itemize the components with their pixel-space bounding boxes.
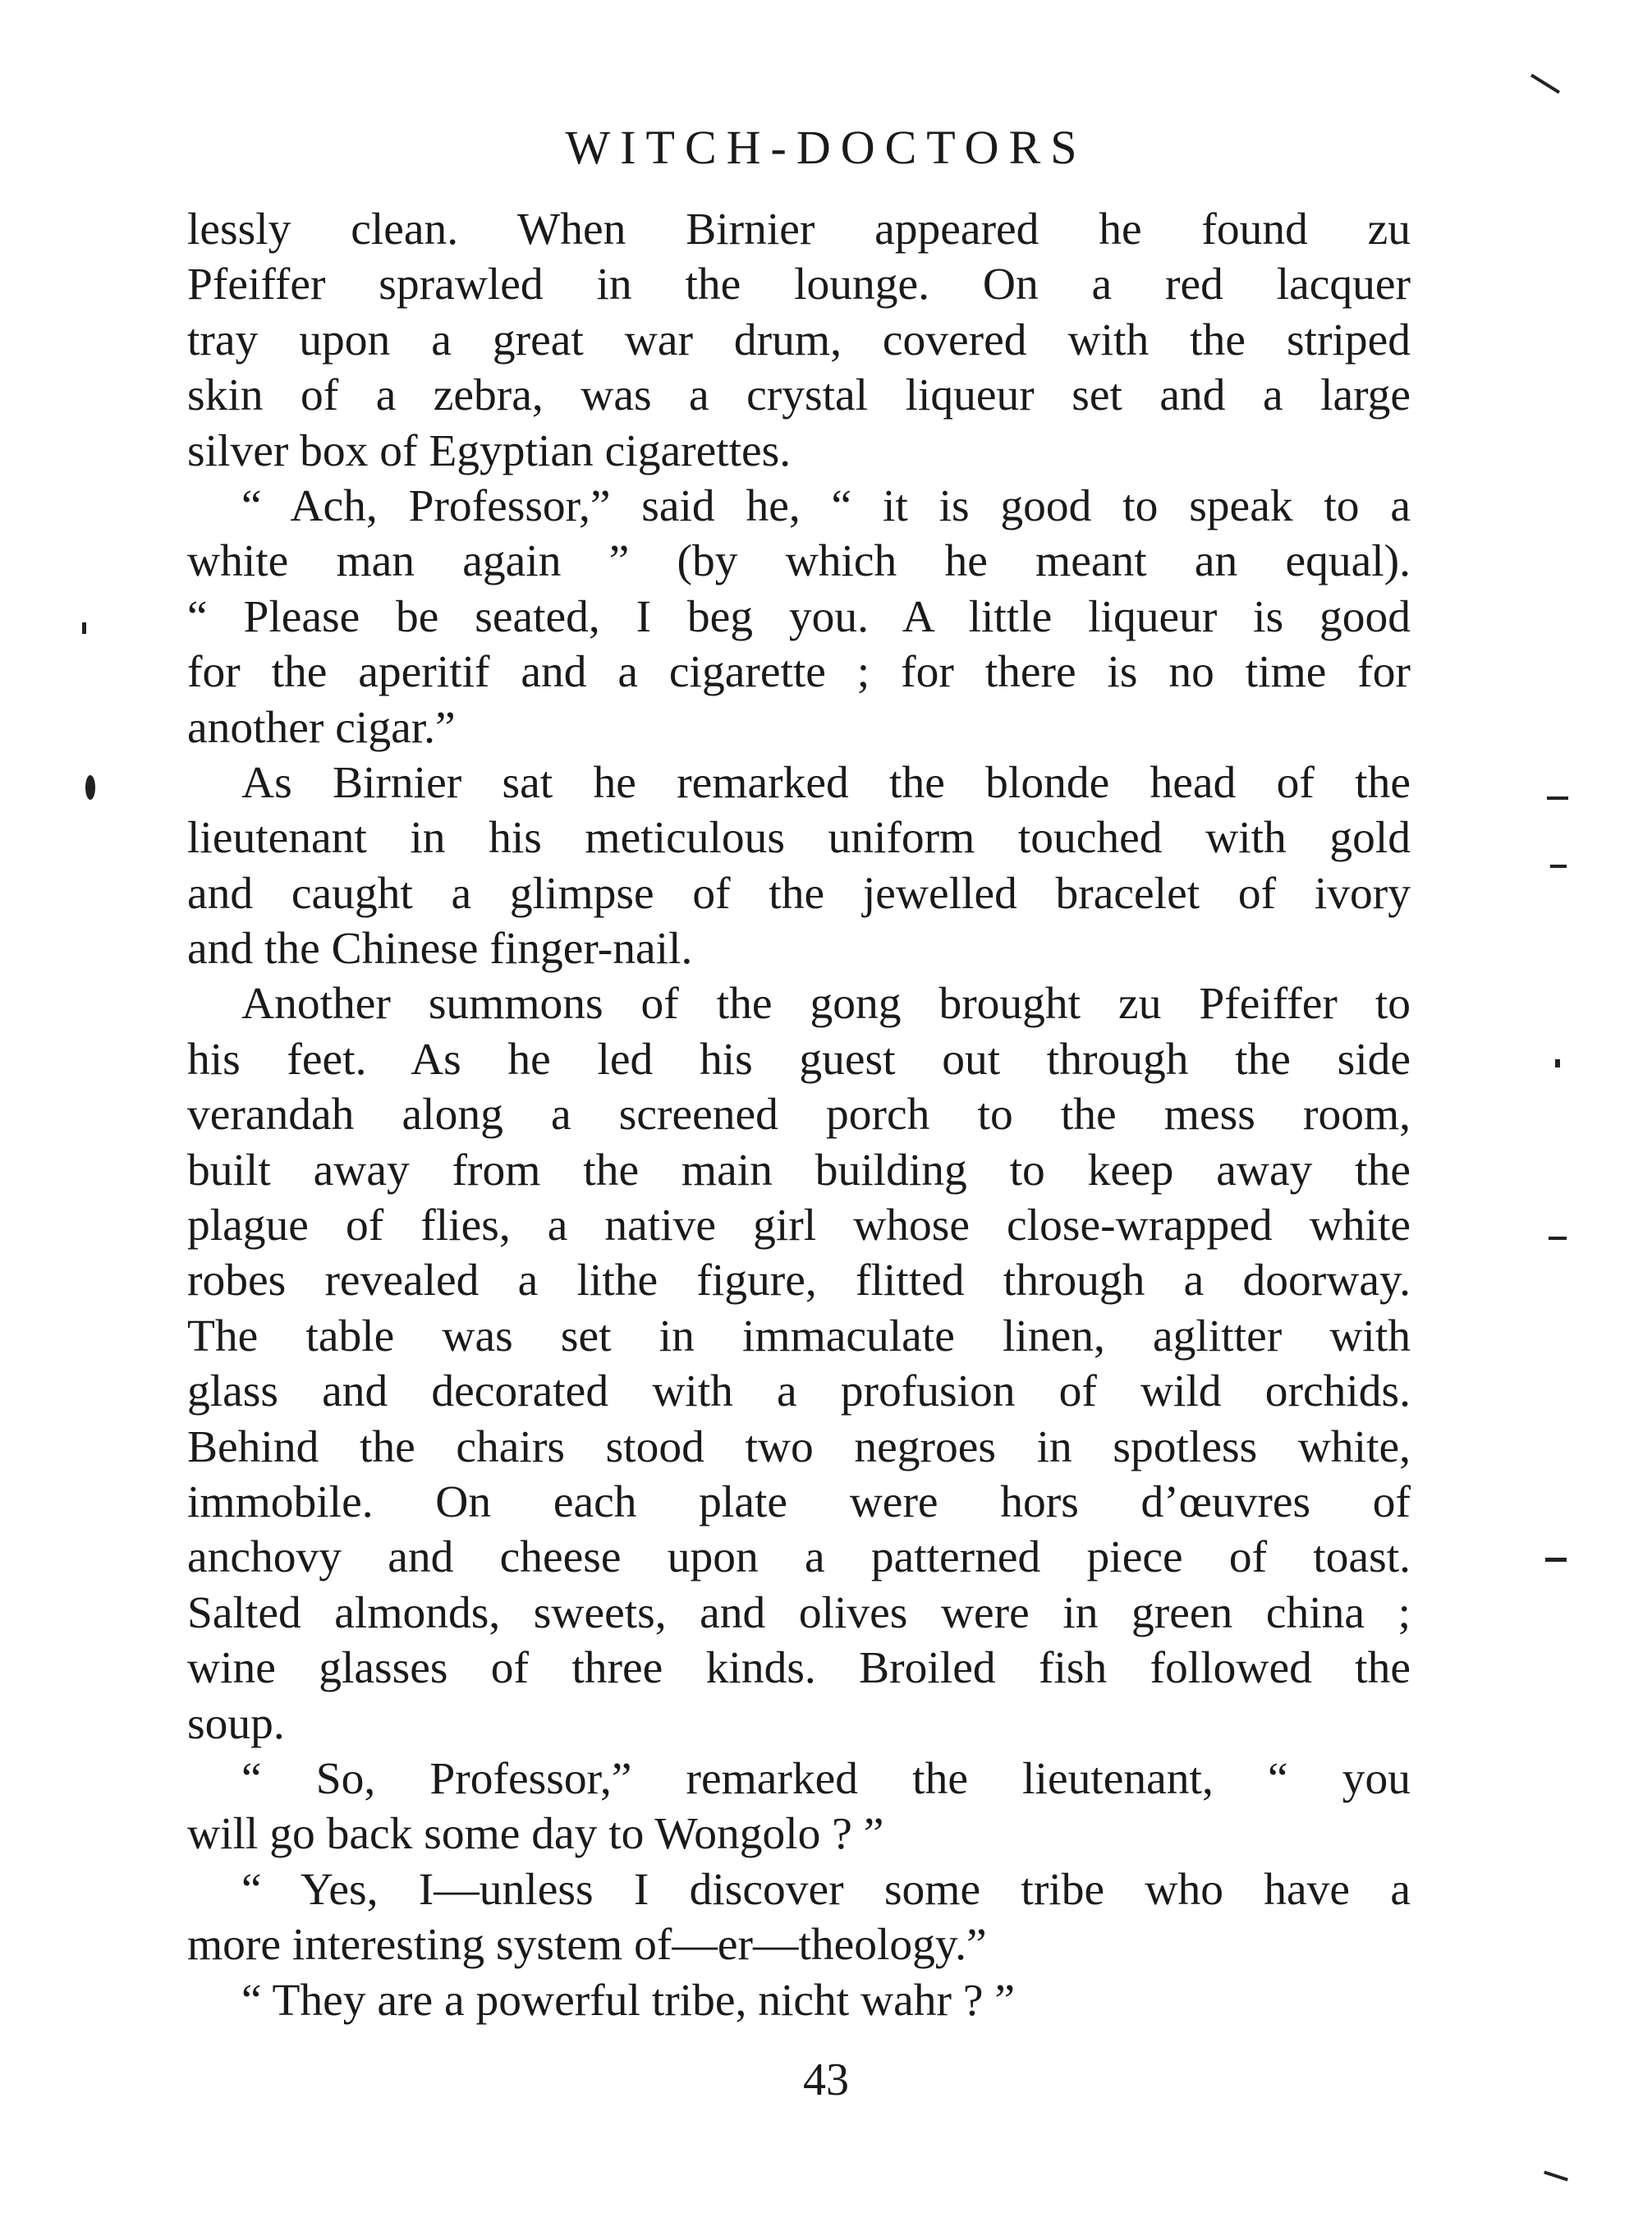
text-line: robes revealed a lithe figure, flitted through a doorway.: [187, 1256, 1411, 1306]
text-line: “ Please be seated, I beg you. A little liqueur is good: [187, 591, 1411, 642]
text-line: anchovy and cheese upon a patterned piece of toast.: [187, 1532, 1411, 1583]
text-line: built away from the main building to keep away the: [187, 1145, 1411, 1196]
text-line: lessly clean. When Birnier appeared he found zu: [187, 204, 1411, 255]
text-line: silver box of Egyptian cigarettes.: [187, 425, 792, 476]
text-line: lieutenant in his meticulous uniform touched with gold: [187, 813, 1411, 864]
text-line: immobile. On each plate were hors d’œuvres of: [187, 1476, 1411, 1527]
text-line: will go back some day to Wongolo ? ”: [187, 1809, 884, 1860]
text-line: Another summons of the gong brought zu Pfeiffer to: [241, 979, 1411, 1030]
text-line: “ They are a powerful tribe, nicht wahr ? ”: [241, 1975, 1016, 2026]
text-line: glass and decorated with a profusion of wild orchids.: [187, 1366, 1411, 1417]
text-line: white man again ” (by which he meant an equal).: [187, 536, 1411, 587]
text-line: “ Ach, Professor,” said he, “ it is good to speak to a: [241, 480, 1411, 531]
text-line: Pfeiffer sprawled in the lounge. On a red lacquer: [187, 259, 1411, 310]
text-line: skin of a zebra, was a crystal liqueur set and a large: [187, 370, 1411, 421]
text-line: The table was set in immaculate linen, aglitter with: [187, 1311, 1411, 1361]
text-line: verandah along a screened porch to the mess room,: [187, 1090, 1411, 1141]
page-number: 43: [803, 2054, 849, 2105]
text-line: more interesting system of—er—theology.”: [187, 1920, 987, 1971]
text-line: “ Yes, I—unless I discover some tribe who have a: [241, 1864, 1411, 1915]
text-line: tray upon a great war drum, covered with the striped: [187, 314, 1411, 365]
text-line: and the Chinese finger-nail.: [187, 924, 693, 975]
text-line: soup.: [187, 1698, 285, 1749]
body-text: [187, 202, 1411, 2028]
text-line: and caught a glimpse of the jewelled bracelet of ivory: [187, 868, 1411, 919]
text-line: wine glasses of three kinds. Broiled fish followed the: [187, 1643, 1411, 1694]
running-head: WITCH-DOCTORS: [565, 121, 1087, 174]
text-line: plague of flies, a native girl whose close-wrapped white: [187, 1200, 1411, 1251]
text-line: another cigar.”: [187, 702, 456, 753]
text-line: Behind the chairs stood two negroes in spotless white,: [187, 1421, 1411, 1472]
text-line: his feet. As he led his guest out through the side: [187, 1034, 1411, 1085]
text-line: Salted almonds, sweets, and olives were in green china ;: [187, 1587, 1411, 1638]
text-line: As Birnier sat he remarked the blonde head of the: [241, 757, 1411, 808]
text-line: for the aperitif and a cigarette ; for there is no time for: [187, 647, 1411, 698]
text-line: “ So, Professor,” remarked the lieutenant, “ you: [241, 1753, 1411, 1804]
